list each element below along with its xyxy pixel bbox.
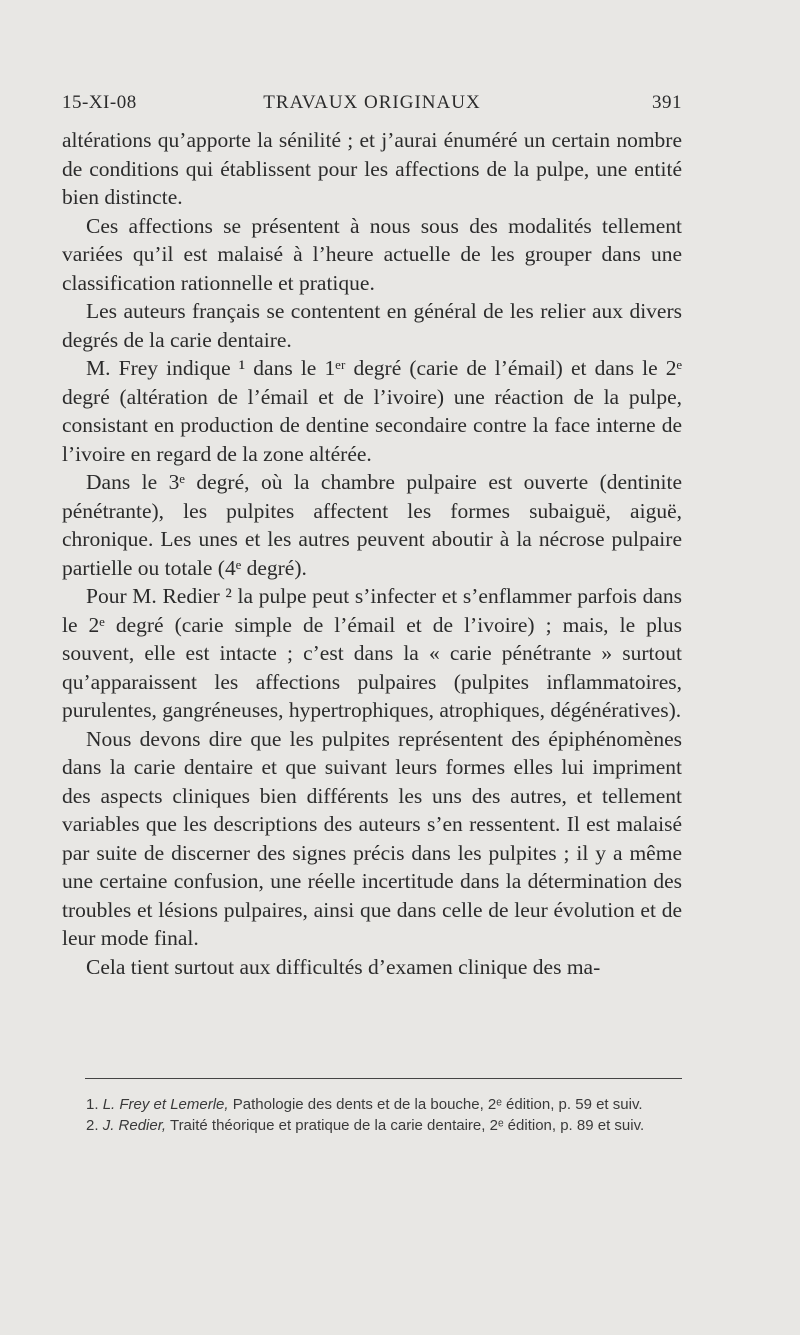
paragraph: Dans le 3ᵉ degré, où la chambre pulpaire est ouverte (dentinite pénétrante), les pulpites affectent les formes subaiguë, aiguë, chronique. Les unes et les autres peuvent aboutir à la nécrose pulpaire partielle ou totale (4ᵉ degré). — [62, 470, 682, 580]
footnote-number: 2. — [86, 1117, 99, 1134]
footnote-text: Pathologie des dents et de la bouche, 2ᵉ édition, p. 59 et suiv. — [228, 1096, 643, 1113]
paragraph: M. Frey indique ¹ dans le 1ᵉʳ degré (carie de l’émail) et dans le 2ᵉ degré (altération de l’émail et de l’ivoire) une réaction de la pulpe, consistant en production de dentine secondaire contre la face interne de l’ivoire en regard de la zone altérée. — [62, 356, 682, 466]
paragraph: Pour M. Redier ² la pulpe peut s’infecter et s’enflammer parfois dans le 2ᵉ degré (carie simple de l’émail et de l’ivoire) ; mais, le plus souvent, elle est intacte ; c’est dans la « carie pénétrante » surtout qu’apparaissent les affections pulpaires (pulpites inflammatoires, purulentes, gangréneuses, hypertrophiques, atrophiques, dégénératives). — [62, 584, 682, 722]
header-title: TRAVAUX ORIGINAUX — [263, 92, 481, 113]
body-text — [62, 126, 682, 981]
paragraph: Les auteurs français se contentent en général de les relier aux divers degrés de la carie dentaire. — [62, 299, 682, 352]
running-head — [62, 92, 682, 120]
footnote — [62, 1115, 682, 1136]
paragraph: Ces affections se présentent à nous sous des modalités tellement variées qu’il est malaisé à l’heure actuelle de les grouper dans une classification rationnelle et pratique. — [62, 213, 682, 295]
paragraph: altérations qu’apporte la sénilité ; et j’aurai énuméré un certain nombre de conditions qui établissent pour les affections de la pulpe, une entité bien distincte. — [62, 128, 682, 209]
footnote-author: J. Redier, — [102, 1117, 167, 1134]
footnotes — [62, 1094, 682, 1136]
footnote-text: Traité théorique et pratique de la carie dentaire, 2ᵉ édition, p. 89 et suiv. — [166, 1117, 645, 1134]
footnote-divider — [85, 1078, 682, 1079]
paragraph: Nous devons dire que les pulpites représentent des épiphénomènes dans la carie dentaire et que suivant leurs formes elles lui impriment des aspects cliniques bien différents les uns des autres, et tellement variables que les descriptions des auteurs s’en ressentent. Il est malaisé par suite de discerner des signes précis dans les pulpites ; il y a même une certaine confusion, une réelle incertitude dans la détermination des troubles et lésions pulpaires, ainsi que dans celle de leur évolution et de leur mode final. — [62, 726, 682, 950]
footnote-author: L. Frey et Lemerle, — [102, 1096, 229, 1113]
paragraph: Cela tient surtout aux difficultés d’examen clinique des ma- — [86, 954, 601, 979]
page-number: 391 — [652, 92, 682, 113]
footnote — [62, 1094, 682, 1115]
header-date: 15-XI-08 — [62, 92, 137, 113]
footnote-number: 1. — [86, 1096, 99, 1113]
